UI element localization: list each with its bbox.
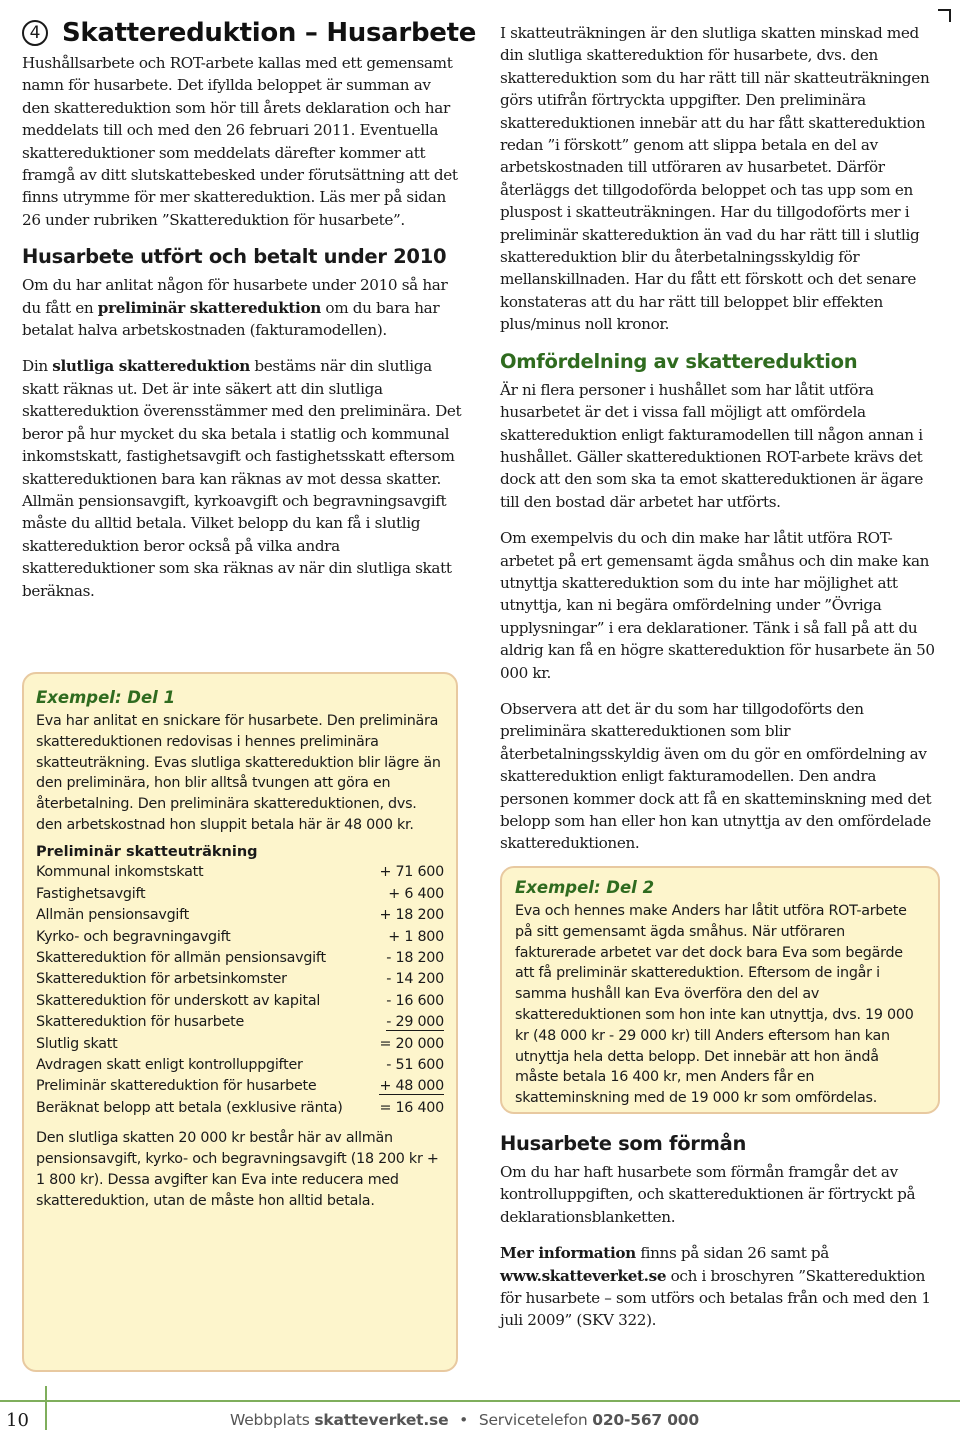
calc-row: Skattereduktion för allmän pensionsavgift - 18 200 <box>36 950 444 967</box>
footer-divider <box>0 1400 960 1402</box>
paragraph-redistribution-3: Observera att det är du som har tillgodoförts den preliminära skattereduktionen som blir återbetalningsskyldig även om du gör en omfördelning av skattereduktion enligt fakturamodellen. Den andra personen kommer dock att få en skatteminskning med det belopp som han eller hon kan utnyttja av den omfördelade skattereduktionen. <box>500 699 932 853</box>
paragraph-benefit: Om du har haft husarbete som förmån framgår det av kontrolluppgiften, och skattereduktionen är förtryckt på deklarationsblanketten. <box>500 1163 916 1226</box>
right-column <box>500 22 940 869</box>
footer-tick-divider <box>45 1386 47 1430</box>
intro-paragraph: Hushållsarbete och ROT-arbete kallas med ett gemensamt namn för husarbete. Det ifyllda beloppet är summan av den skattereduktion som hör till årets deklaration och har meddelats till och med den 26 februari 2011. Eventuella skattereduktioner som meddelats därefter kommer att framgå av ditt slutskattebesked under förutsättning att det finns utrymme för mer skattereduktion. Läs mer på sidan 26 under rubriken ”Skattereduktion för husarbete”. <box>22 54 458 229</box>
paragraph-preliminary: Om du har anlitat någon för husarbete under 2010 så har du fått en preliminär skattereduktion om du bara har betalat halva arbetskostnaden (fakturamodellen). <box>22 276 448 340</box>
calc-row: Kommunal inkomstskatt + 71 600 <box>36 864 444 881</box>
heading-husarbete-2010: Husarbete utfört och betalt under 2010 <box>22 245 447 269</box>
calc-row: Allmän pensionsavgift + 18 200 <box>36 907 444 924</box>
heading-redistribution: Omfördelning av skattereduktion <box>500 349 858 373</box>
paragraph-tax-calc: I skatteuträkningen är den slutliga skatten minskad med din slutliga skattereduktion för husarbete, dvs. den skattereduktion som du har rätt till när skatteuträkningen görs utifrån förtryckta uppgifter. Den preliminära skattereduktionen innebär att du har fått skattereduktion redan ”i förskott” genom att slippa betala en del av arbetskostnaden till utföraren av husarbetet. Därför återläggs det tillgodoförda beloppet och tas upp som en pluspost i skatteuträkningen. Har du tillgodoförts mer i preliminär skattereduktion än vad du har rätt till i slutlig skattereduktion blir du återbetalningsskyldig för mellanskillnaden. Har du fått ett förskott och det senare konstateras att du har rätt till beloppet blir effekten plus/minus noll kronor. <box>500 24 930 334</box>
link-skatteverket[interactable]: www.skatteverket.se <box>500 1266 667 1285</box>
paragraph-final: Din slutliga skattereduktion bestäms när din slutliga skatt räknas ut. Det är inte säkert att din slutliga skattereduktion överensstämmer med den preliminära. Det beror på hur mycket du ska betala i statlig och kommunal inkomstskatt, fastighetsavgift och fastighetsskatt eftersom skattereduktionen bara kan räknas av mot dessa skatter. Allmän pensionsavgift, kyrkoavgift och begravningsavgift måste du alltid betala. Vilket belopp du kan få i slutlig skattereduktion beror också på vilka andra skattereduktioner som ska räknas av när din slutliga skatt beräknas. <box>22 357 462 600</box>
example1-heading: Exempel: Del 1 <box>36 688 176 707</box>
example-box-part1 <box>22 672 458 1372</box>
calc-row: Beräknat belopp att betala (exklusive ränta) = 16 400 <box>36 1099 444 1116</box>
paragraph-redistribution-2: Om exempelvis du och din make har låtit utföra ROT-arbetet på ert gemensamt ägda småhus och din make kan utnyttja skattereduktion som du inte har möjlighet att utnyttja, kan ni begära omfördelning under ”Övriga upplysningar” i era deklarationer. Tänk i så fall på att du aldrig kan få en högre skattereduktion för husarbete än 50 000 kr. <box>500 529 935 682</box>
calc-row: Preliminär skattereduktion för husarbete + 48 000 <box>36 1078 444 1095</box>
calc-row: Avdragen skatt enligt kontrolluppgifter - 51 600 <box>36 1056 444 1073</box>
example2-heading: Exempel: Del 2 <box>515 878 655 897</box>
corner-mark-icon <box>938 8 952 22</box>
page-title: Skattereduktion – Husarbete <box>62 18 477 48</box>
paragraph-more-info: Mer information finns på sidan 26 samt på www.skatteverket.se och i broschyren ”Skattereduktion för husarbete – som utförs och betalas från och med den 1 juli 2009” (SKV 322). <box>500 1244 931 1330</box>
right-column-bottom <box>500 1132 940 1346</box>
left-column <box>22 18 477 616</box>
footer-web-label: Webbplats <box>230 1411 315 1429</box>
calc-row: Slutlig skatt = 20 000 <box>36 1035 444 1052</box>
footer <box>230 1411 699 1429</box>
calc-row: Kyrko- och begravningavgift + 1 800 <box>36 928 444 945</box>
footer-phone-number: 020-567 000 <box>592 1411 699 1429</box>
footer-bullet: • <box>459 1411 469 1429</box>
footer-phone-label: Servicetelefon <box>478 1411 593 1429</box>
calc-row: Skattereduktion för arbetsinkomster - 14 200 <box>36 971 444 988</box>
example1-text: Eva har anlitat en snickare för husarbete. Den preliminära skattereduktionen redovisas i hennes preliminära skatteuträkning. Evas slutliga skattereduktion blir lägre än den preliminära, hon blir alltså tvungen att göra en återbetalning. Den preliminära skattereduktionen, dvs. den arbetskostnad hon sluppit betala här är 48 000 kr. <box>36 713 441 833</box>
section-number-badge: 4 <box>22 20 48 46</box>
calc-title: Preliminär skatteuträkning <box>36 843 258 860</box>
example2-text: Eva och hennes make Anders har låtit utföra ROT-arbete på sitt gemensamt ägda småhus. När utföraren fakturerade arbetet var det dock bara Eva som begärde att få preliminär skattereduktion. Eftersom de ingår i samma hushåll kan Eva överföra den del av skattereduktionen som hon inte kan utnyttja, dvs. 19 000 kr (48 000 kr - 29 000 kr) till Anders eftersom han kan utnyttja hela detta belopp. Det innebär att hon ändå måste betala 16 400 kr, men Anders får en skatteminskning med de 19 000 kr som omfördelas. <box>515 903 914 1107</box>
footer-web-link[interactable]: skatteverket.se <box>314 1411 449 1429</box>
calc-row: Fastighetsavgift + 6 400 <box>36 885 444 902</box>
calc-row: Skattereduktion för underskott av kapital - 16 600 <box>36 992 444 1009</box>
section-title-row <box>22 18 477 48</box>
heading-benefit: Husarbete som förmån <box>500 1132 747 1155</box>
calc-row: Skattereduktion för husarbete - 29 000 <box>36 1014 444 1031</box>
page-number: 10 <box>6 1410 29 1431</box>
example-box-part2 <box>500 866 940 1114</box>
paragraph-redistribution-1: Är ni flera personer i hushållet som har låtit utföra husarbetet är det i vissa fall möjligt att omfördela skattereduktion enligt fakturamodellen till någon annan i hushållet. Gäller skattereduktionen ROT-arbete krävs det dock att den som ska ta emot skattereduktionen är ägare till den bostad där arbetet har utförts. <box>500 380 923 511</box>
calc-table <box>36 862 444 1119</box>
example1-note: Den slutliga skatten 20 000 kr består här av allmän pensionsavgift, kyrko- och begravningsavgift (18 200 kr + 1 800 kr). Dessa avgifter kan Eva inte reducera med skattereduktion, utan de måste hon alltid betala. <box>36 1130 439 1209</box>
